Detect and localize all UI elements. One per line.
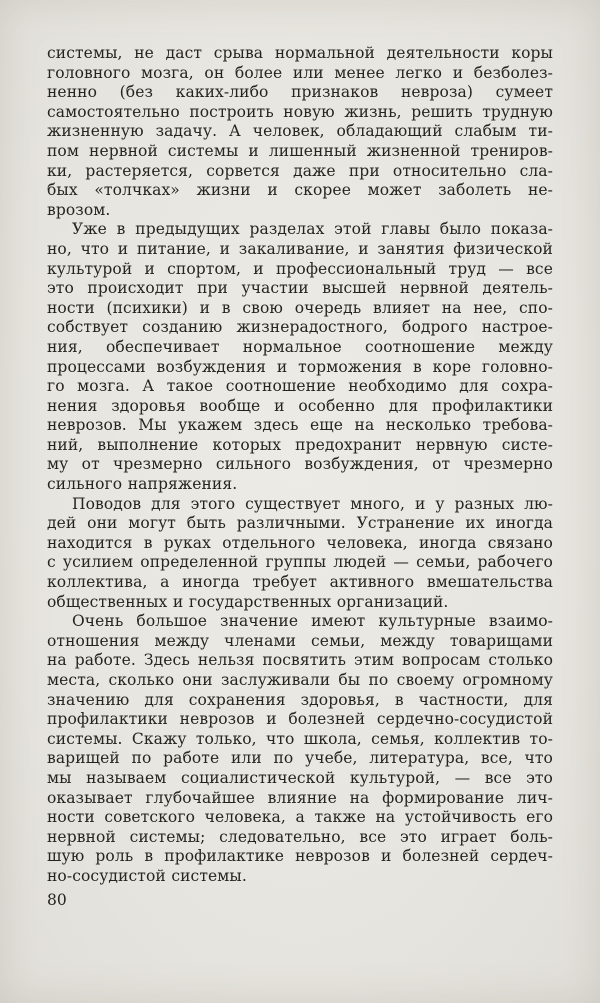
text-line: находится в руках отдельного человека, иногда связано <box>47 533 553 552</box>
text-line: врозом. <box>47 200 111 219</box>
text-line: самостоятельно построить новую жизнь, решить трудную <box>47 102 553 121</box>
text-line: дей они могут быть различными. Устранение их иногда <box>47 514 553 533</box>
text-line: сильного напряжения. <box>47 475 238 494</box>
text-line: системы. Скажу только, что школа, семья, коллектив то- <box>47 729 553 748</box>
text-line: оказывает глубочайшее влияние на формирование лич- <box>47 788 553 807</box>
text-line: профилактики неврозов и болезней сердечно-сосудистой <box>47 710 553 729</box>
text-line: шую роль в профилактике неврозов и болезней сердеч- <box>47 847 553 866</box>
text-line: му от чрезмерно сильного возбуждения, от чрезмерно <box>47 455 553 474</box>
text-line: коллектива, а иногда требует активного вмешательства <box>47 573 553 592</box>
text-line: культурой и спортом, и профессиональный труд — все <box>47 259 553 278</box>
text-line: ки, растеряется, сорвется даже при относительно сла- <box>47 161 553 180</box>
text-line: это происходит при участии высшей нервной деятель- <box>47 279 553 298</box>
text-line: ненно (без каких-либо признаков невроза) сумеет <box>47 83 553 102</box>
page-number: 80 <box>47 891 67 909</box>
text-line: бых «толчках» жизни и скорее может заболеть не- <box>47 181 553 200</box>
text-line: места, сколько они заслуживали бы по своему огромному <box>47 671 553 689</box>
text-line: значению для сохранения здоровья, в частности, для <box>47 690 553 709</box>
text-line: ности (психики) и в свою очередь влияет на нее, спо- <box>47 298 553 317</box>
text-line: неврозов. Мы укажем здесь еще на несколько требова- <box>47 416 553 435</box>
text-line: жизненную задачу. А человек, обладающий слабым ти- <box>47 122 553 141</box>
text-line: ности советского человека, а также на устойчивость его <box>47 808 553 827</box>
text-line: ния, обеспечивает нормальное соотношение между <box>47 337 553 356</box>
text-line: общественных и государственных организаций. <box>47 592 449 611</box>
text-line: но-сосудистой системы. <box>47 866 247 885</box>
text-line: на работе. Здесь нельзя посвятить этим вопросам столько <box>47 651 553 670</box>
text-line: отношения между членами семьи, между товарищами <box>47 631 553 650</box>
text-line: мы называем социалистической культурой, — все это <box>47 768 553 787</box>
text-line: го мозга. А такое соотношение необходимо для сохра- <box>47 377 553 396</box>
text-line: с усилием определенной группы людей — семьи, рабочего <box>47 553 553 572</box>
text-line: Поводов для этого существует много, и у разных лю- <box>72 494 553 513</box>
text-line: Уже в предыдущих разделах этой главы было показа- <box>72 220 553 239</box>
text-line: варищей по работе или по учебе, литература, все, что <box>47 749 553 768</box>
text-line: но, что и питание, и закаливание, и занятия физической <box>47 239 553 258</box>
text-line: собствует созданию жизнерадостного, бодрого настрое- <box>47 318 553 337</box>
text-line: процессами возбуждения и торможения в коре головно- <box>47 357 553 376</box>
text-line: нения здоровья вообще и особенно для профилактики <box>47 396 553 415</box>
text-line: системы, не даст срыва нормальной деятельности коры <box>47 44 553 62</box>
text-line: нервной системы; следовательно, все это играет боль- <box>47 827 553 846</box>
text-line: пом нервной системы и лишенный жизненной трениров- <box>47 141 553 160</box>
text-line: ний, выполнение которых предохранит нервную систе- <box>47 435 553 454</box>
text-line: головного мозга, он более или менее легко и безболез- <box>47 63 553 82</box>
text-block <box>47 44 553 887</box>
text-line: Очень большое значение имеют культурные взаимо- <box>72 612 553 631</box>
